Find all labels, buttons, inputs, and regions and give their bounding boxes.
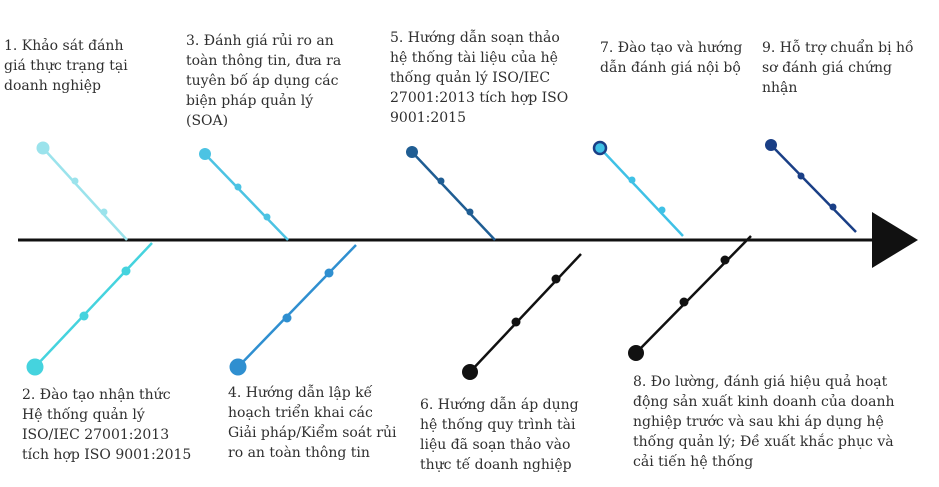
step-4-label: 4. Hướng dẫn lập kế hoạch triển khai các Giải pháp/Kiểm soát rủi ro an toàn thông tin bbox=[228, 385, 397, 461]
branch-node-icon bbox=[467, 209, 474, 216]
step-3-label: 3. Đánh giá rủi ro an toàn thông tin, đưa ra tuyên bố áp dụng các biện pháp quản lý (SOA) bbox=[186, 33, 342, 129]
branch-node-icon bbox=[325, 269, 334, 278]
branch-line bbox=[412, 152, 495, 240]
branch-node-icon bbox=[680, 298, 689, 307]
branch-step-5 bbox=[406, 146, 495, 240]
branch-node-icon bbox=[72, 178, 79, 185]
branch-step-3 bbox=[199, 148, 288, 240]
branch-node-icon bbox=[230, 359, 247, 376]
branch-node-icon bbox=[798, 173, 805, 180]
branch-step-4 bbox=[230, 245, 357, 376]
branch-node-icon bbox=[830, 204, 837, 211]
step-9-label: 9. Hỗ trợ chuẩn bị hồ sơ đánh giá chứng nhận bbox=[762, 40, 914, 96]
branch-step-7 bbox=[594, 142, 683, 236]
branch-line bbox=[600, 148, 683, 236]
branch-line bbox=[636, 236, 751, 353]
branch-step-1 bbox=[37, 142, 128, 241]
branch-node-icon bbox=[628, 345, 644, 361]
branch-node-icon bbox=[199, 148, 211, 160]
branch-node-icon bbox=[264, 214, 271, 221]
branch-node-icon bbox=[765, 139, 777, 151]
branch-line bbox=[238, 245, 356, 367]
branch-line bbox=[470, 254, 581, 372]
branch-node-icon bbox=[512, 318, 521, 327]
branch-node-icon bbox=[721, 256, 730, 265]
step-2-label: 2. Đào tạo nhận thức Hệ thống quản lý ISO/IEC 27001:2013 tích hợp ISO 9001:2015 bbox=[22, 387, 192, 463]
branch-start-node-icon bbox=[594, 142, 606, 154]
branch-node-icon bbox=[659, 207, 666, 214]
step-7-label: 7. Đào tạo và hướng dẫn đánh giá nội bộ bbox=[600, 40, 743, 76]
branch-node-icon bbox=[37, 142, 50, 155]
branch-node-icon bbox=[235, 184, 242, 191]
step-1-label: 1. Khảo sát đánh giá thực trạng tại doanh nghiệp bbox=[4, 38, 128, 94]
branch-node-icon bbox=[122, 267, 131, 276]
branch-step-6 bbox=[462, 254, 581, 380]
branch-node-icon bbox=[101, 209, 108, 216]
branch-node-icon bbox=[438, 178, 445, 185]
branch-step-9 bbox=[765, 139, 856, 232]
branch-node-icon bbox=[80, 312, 89, 321]
spine-arrowhead-icon bbox=[872, 212, 918, 268]
branch-step-8 bbox=[628, 236, 751, 361]
branch-node-icon bbox=[283, 314, 292, 323]
branch-node-icon bbox=[629, 177, 636, 184]
branch-step-2 bbox=[27, 243, 153, 376]
branch-line bbox=[43, 148, 127, 240]
step-6-label: 6. Hướng dẫn áp dụng hệ thống quy trình tài liệu đã soạn thảo vào thực tế doanh nghiệp bbox=[420, 397, 579, 473]
branch-line bbox=[35, 243, 152, 367]
branch-node-icon bbox=[27, 359, 44, 376]
branch-node-icon bbox=[552, 275, 561, 284]
branch-node-icon bbox=[462, 364, 478, 380]
branch-line bbox=[771, 145, 856, 232]
branch-line bbox=[205, 154, 288, 240]
branch-node-icon bbox=[406, 146, 418, 158]
step-8-label: 8. Đo lường, đánh giá hiệu quả hoạt động sản xuất kinh doanh của doanh nghiệp trước và sau khi áp dụng hệ thống quản lý; Đề xuất khắc phục và cải tiến hệ thống bbox=[633, 374, 895, 470]
step-5-label: 5. Hướng dẫn soạn thảo hệ thống tài liệu của hệ thống quản lý ISO/IEC 27001:2013 tích hợp ISO 9001:2015 bbox=[390, 30, 569, 126]
